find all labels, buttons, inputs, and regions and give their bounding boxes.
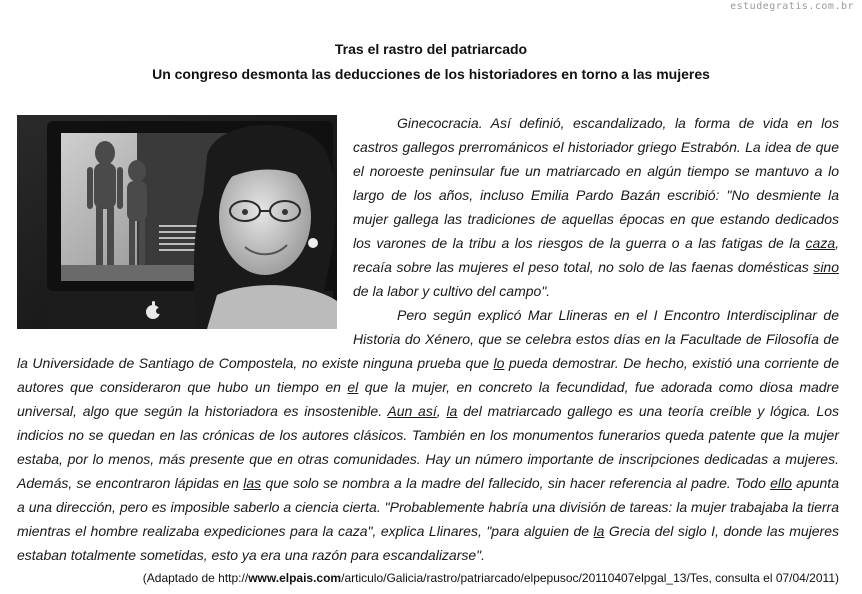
underlined-word: ello xyxy=(770,475,792,491)
underlined-word: sino xyxy=(813,259,839,275)
underlined-word: lo xyxy=(493,355,505,371)
paragraph-text: , xyxy=(436,403,447,419)
site-watermark: estudegratis.com.br xyxy=(730,1,854,12)
paragraph-text: que la mujer, en concreto la fecundidad, fue adorada como diosa madre universal, algo que según la historiadora es insostenible. xyxy=(17,379,840,419)
paragraph-text: Ginecocracia. Así definió, escandalizado, la forma de vida en los castros gallegos prerrománicos el historiador griego Estrabón. La idea de que el noroeste peninsular fue un matriarcado en algún tiempo se mantuvo a lo largo de los años, incluso Emilia Pardo Bazán escribió: "No desmiente la mujer gallega las tradiciones de aquellas épocas en que estando dedicados los varones de la tribu a los riesgos de la guerra o a las fatigas de la xyxy=(353,115,839,251)
article-subtitle: Un congreso desmonta las deducciones de los historiadores en torno a las mujeres xyxy=(152,66,710,82)
underlined-word: la xyxy=(446,403,458,419)
paragraph-text: , recaía sobre las mujeres el peso total, no solo de las faenas domésticas xyxy=(353,235,839,275)
paragraph-text: que solo se nombra a la madre del fallecido, sin hacer referencia al padre. Todo xyxy=(261,475,771,491)
underlined-word: el xyxy=(347,379,359,395)
source-prefix: (Adaptado de http:// xyxy=(142,571,249,585)
underlined-word: la xyxy=(593,523,605,539)
paragraph-text: apunta a una dirección, pero es imposible saberlo a ciencia cierta. "Probablemente habría una división de tareas: la mujer trabajaba la tierra mientras el hombre realizaba expediciones para la caza", explica Llinares, "para alguien de xyxy=(17,475,839,539)
paragraph-2 xyxy=(17,303,839,567)
source-domain: www.elpais.com xyxy=(248,571,342,585)
underlined-word: caza xyxy=(805,235,836,251)
underlined-word: Aun así xyxy=(387,403,437,419)
article-body xyxy=(17,111,839,567)
paragraph-text: del matriarcado gallego es una teoría creíble y lógica. Los indicios no se quedan en las crónicas de los autores clásicos. También en los monumentos funerarios queda patente que la mujer estaba, por lo menos, más presente que en otras comunidades. Hay un número importante de inscripciones dedicadas a mujeres. Además, se encontraron lápidas en xyxy=(17,403,840,491)
source-citation xyxy=(0,571,839,585)
paragraph-text: Pero según explicó Mar Llineras en el I Encontro Interdisciplinar de Historia do Xénero, que se celebra estos días en la Facultade de Filosofía de la Universidade de Santiago de Compostela, no existe ninguna prueba que xyxy=(17,307,839,371)
paragraph-text: de la labor y cultivo del campo". xyxy=(353,283,551,299)
paragraph-text: Grecia del siglo I, donde las mujeres estaban totalmente sometidas, esto ya era una razón para escandalizarse". xyxy=(17,523,839,563)
underlined-word: las xyxy=(243,475,262,491)
article-title: Tras el rastro del patriarcado xyxy=(334,41,528,57)
source-suffix: /articulo/Galicia/rastro/patriarcado/elpepusoc/20110407elpgal_13/Tes, consulta el 07/04/2011) xyxy=(341,571,839,585)
paragraph-text: pueda demostrar. De hecho, existió una corriente de autores que consideraron que hubo un tiempo en xyxy=(17,355,839,395)
